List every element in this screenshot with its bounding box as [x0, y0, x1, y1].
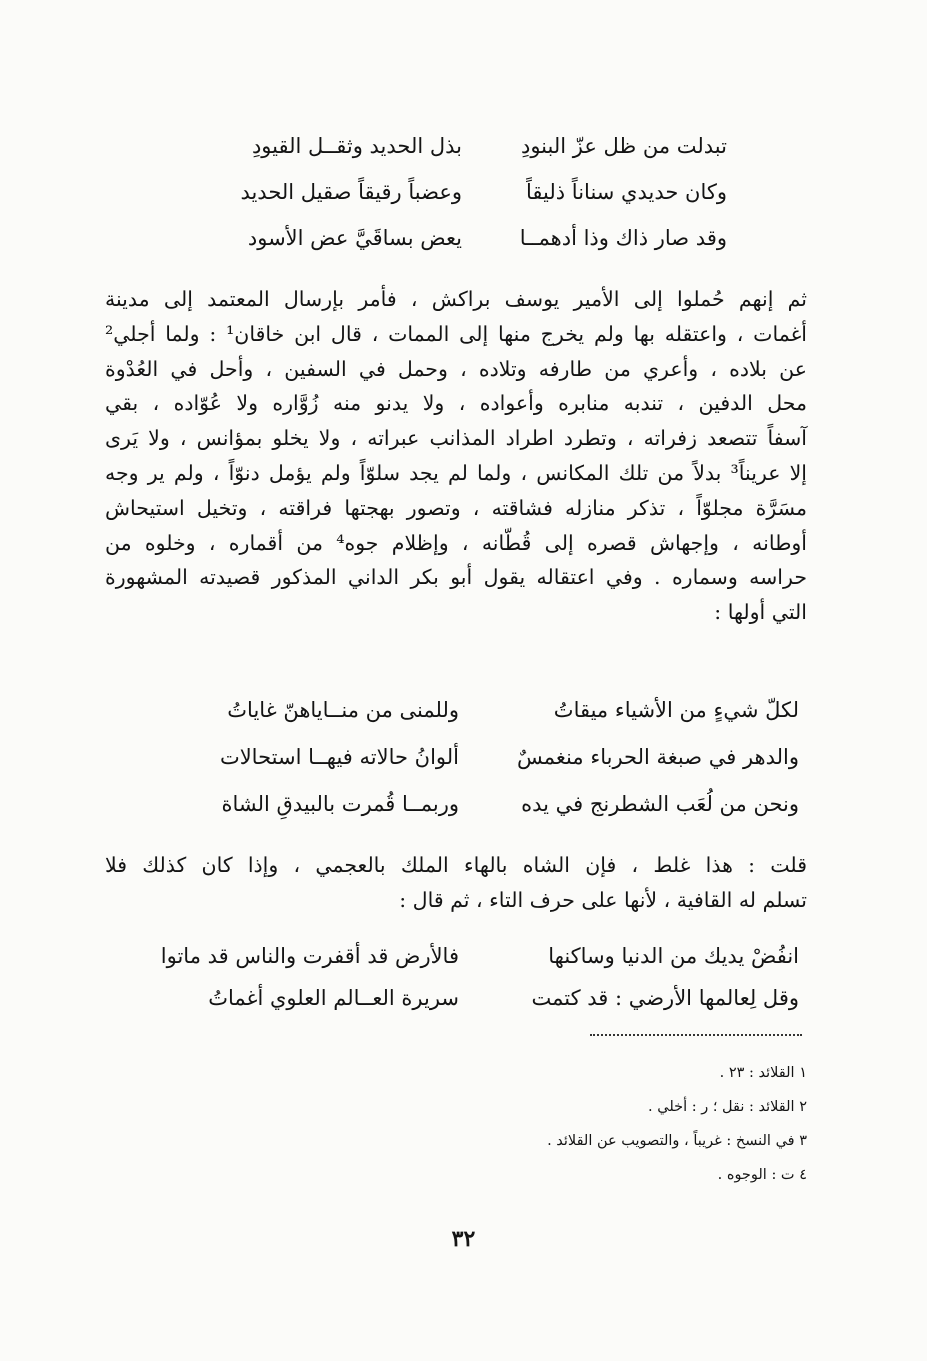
- verse-line: [0, 170, 927, 214]
- verse-line: [0, 782, 927, 826]
- footnote-item: ٤ ت : الوجوه .: [717, 1167, 807, 1183]
- text-line: التي أولها :: [714, 600, 807, 625]
- text-line: إلا عريناً³ بدلاً من تلك المكانس ، ولما لم يجد سلوّاً ولم يؤمل دنوّاً ، ولم ير وجه: [105, 460, 807, 485]
- verse-second-hemistich: وربمــا قُمرت بالبيدقِ الشاة: [221, 792, 459, 816]
- text-line: مسَرَّة مجلوّاً ، تذكر منازله فشاقته ، وتصور بهجتها فراقته ، وتخيل استيحاش: [105, 495, 807, 520]
- paragraph-1: [105, 282, 807, 630]
- text-line: أغمات ، واعتقله بها ولم يخرج منها إلى الممات ، قال ابن خاقان¹ : ولما أجلي²: [105, 321, 807, 346]
- text-line: تسلم له القافية ، لأنها على حرف التاء ، ثم قال :: [399, 887, 807, 912]
- verse-line: [0, 216, 927, 260]
- verse-first-hemistich: وقد صار ذاك وذا أدهمــا: [519, 226, 727, 250]
- paragraph-2: [105, 848, 807, 918]
- verse-second-hemistich: فالأرض قد أقفرت والناس قد ماتوا: [160, 944, 459, 968]
- verse-first-hemistich: والدهر في صبغة الحرباء منغمسٌ: [517, 745, 799, 769]
- verse-first-hemistich: لكلّ شيءٍ من الأشياء ميقاتُ: [553, 698, 799, 722]
- verse-second-hemistich: وللمنى من منــاياهنّ غاياتُ: [227, 698, 459, 722]
- verse-second-hemistich: يعض بساقَيَّ عض الأسود: [247, 226, 462, 250]
- text-line: أوطانه ، وإجهاش قصره إلى قُطّانه ، وإظلام جوه⁴ من أقماره ، وخلوه من: [105, 530, 807, 555]
- verse-line: [0, 688, 927, 732]
- verse-second-hemistich: ألوانُ حالاته فيهــا استحالات: [219, 745, 459, 769]
- text-line: آسفاً تتصعد زفراته ، وتطرد اطراد المذانب عبراته ، ولا يخلو بمؤانس ، ولا يَرى: [105, 426, 807, 451]
- verse-first-hemistich: وقل لِعالمها الأرضي : قد كتمت: [531, 986, 799, 1010]
- text-line: محل الدفين ، تندبه منابره وأعواده ، ولا يدنو منه زُوَّاره ولا عُوّاده ، بقي: [105, 391, 807, 416]
- footnote-divider: [590, 1034, 802, 1036]
- verse-line: [0, 934, 927, 978]
- page-number: ٣٢: [451, 1226, 476, 1252]
- footnote-item: ١ القلائد : ٢٣ .: [719, 1065, 807, 1081]
- verse-second-hemistich: سريرة العــالم العلوي أغماتُ: [208, 986, 459, 1010]
- verse-line: [0, 124, 927, 168]
- verse-line: [0, 735, 927, 779]
- verse-first-hemistich: ونحن من لُعَب الشطرنج في يده: [521, 792, 799, 816]
- footnote-item: ٣ في النسخ : غريباً ، والتصويب عن القلائد .: [547, 1133, 807, 1149]
- footnote-item: ٢ القلائد : نقل ؛ ر : أخلي .: [648, 1099, 807, 1115]
- text-line: حراسه وسماره . وفي اعتقاله يقول أبو بكر الداني المذكور قصيدته المشهورة: [105, 565, 807, 590]
- verse-line: [0, 976, 927, 1020]
- verse-first-hemistich: وكان حديدي سناناً ذليقاً: [526, 180, 727, 204]
- verse-second-hemistich: وعضباً رقيقاً صقيل الحديد: [240, 180, 462, 204]
- footnotes: [407, 1056, 807, 1192]
- text-line: عن بلاده ، وأعري من طارفه وتلاده ، وحمل في السفين ، وأحل في العُدْوة: [105, 356, 807, 381]
- text-line: ثم إنهم حُملوا إلى الأمير يوسف براكش ، فأمر بإرسال المعتمد إلى مدينة: [105, 287, 807, 311]
- text-line: قلت : هذا غلط ، فإن الشاه بالهاء الملك بالعجمي ، وإذا كان كذلك فلا: [105, 853, 807, 877]
- verse-first-hemistich: انفُضْ يديك من الدنيا وساكنها: [548, 944, 799, 968]
- verse-first-hemistich: تبدلت من ظل عزّ البنودِ: [520, 134, 727, 158]
- verse-second-hemistich: بذل الحديد وثقــل القيودِ: [251, 134, 462, 158]
